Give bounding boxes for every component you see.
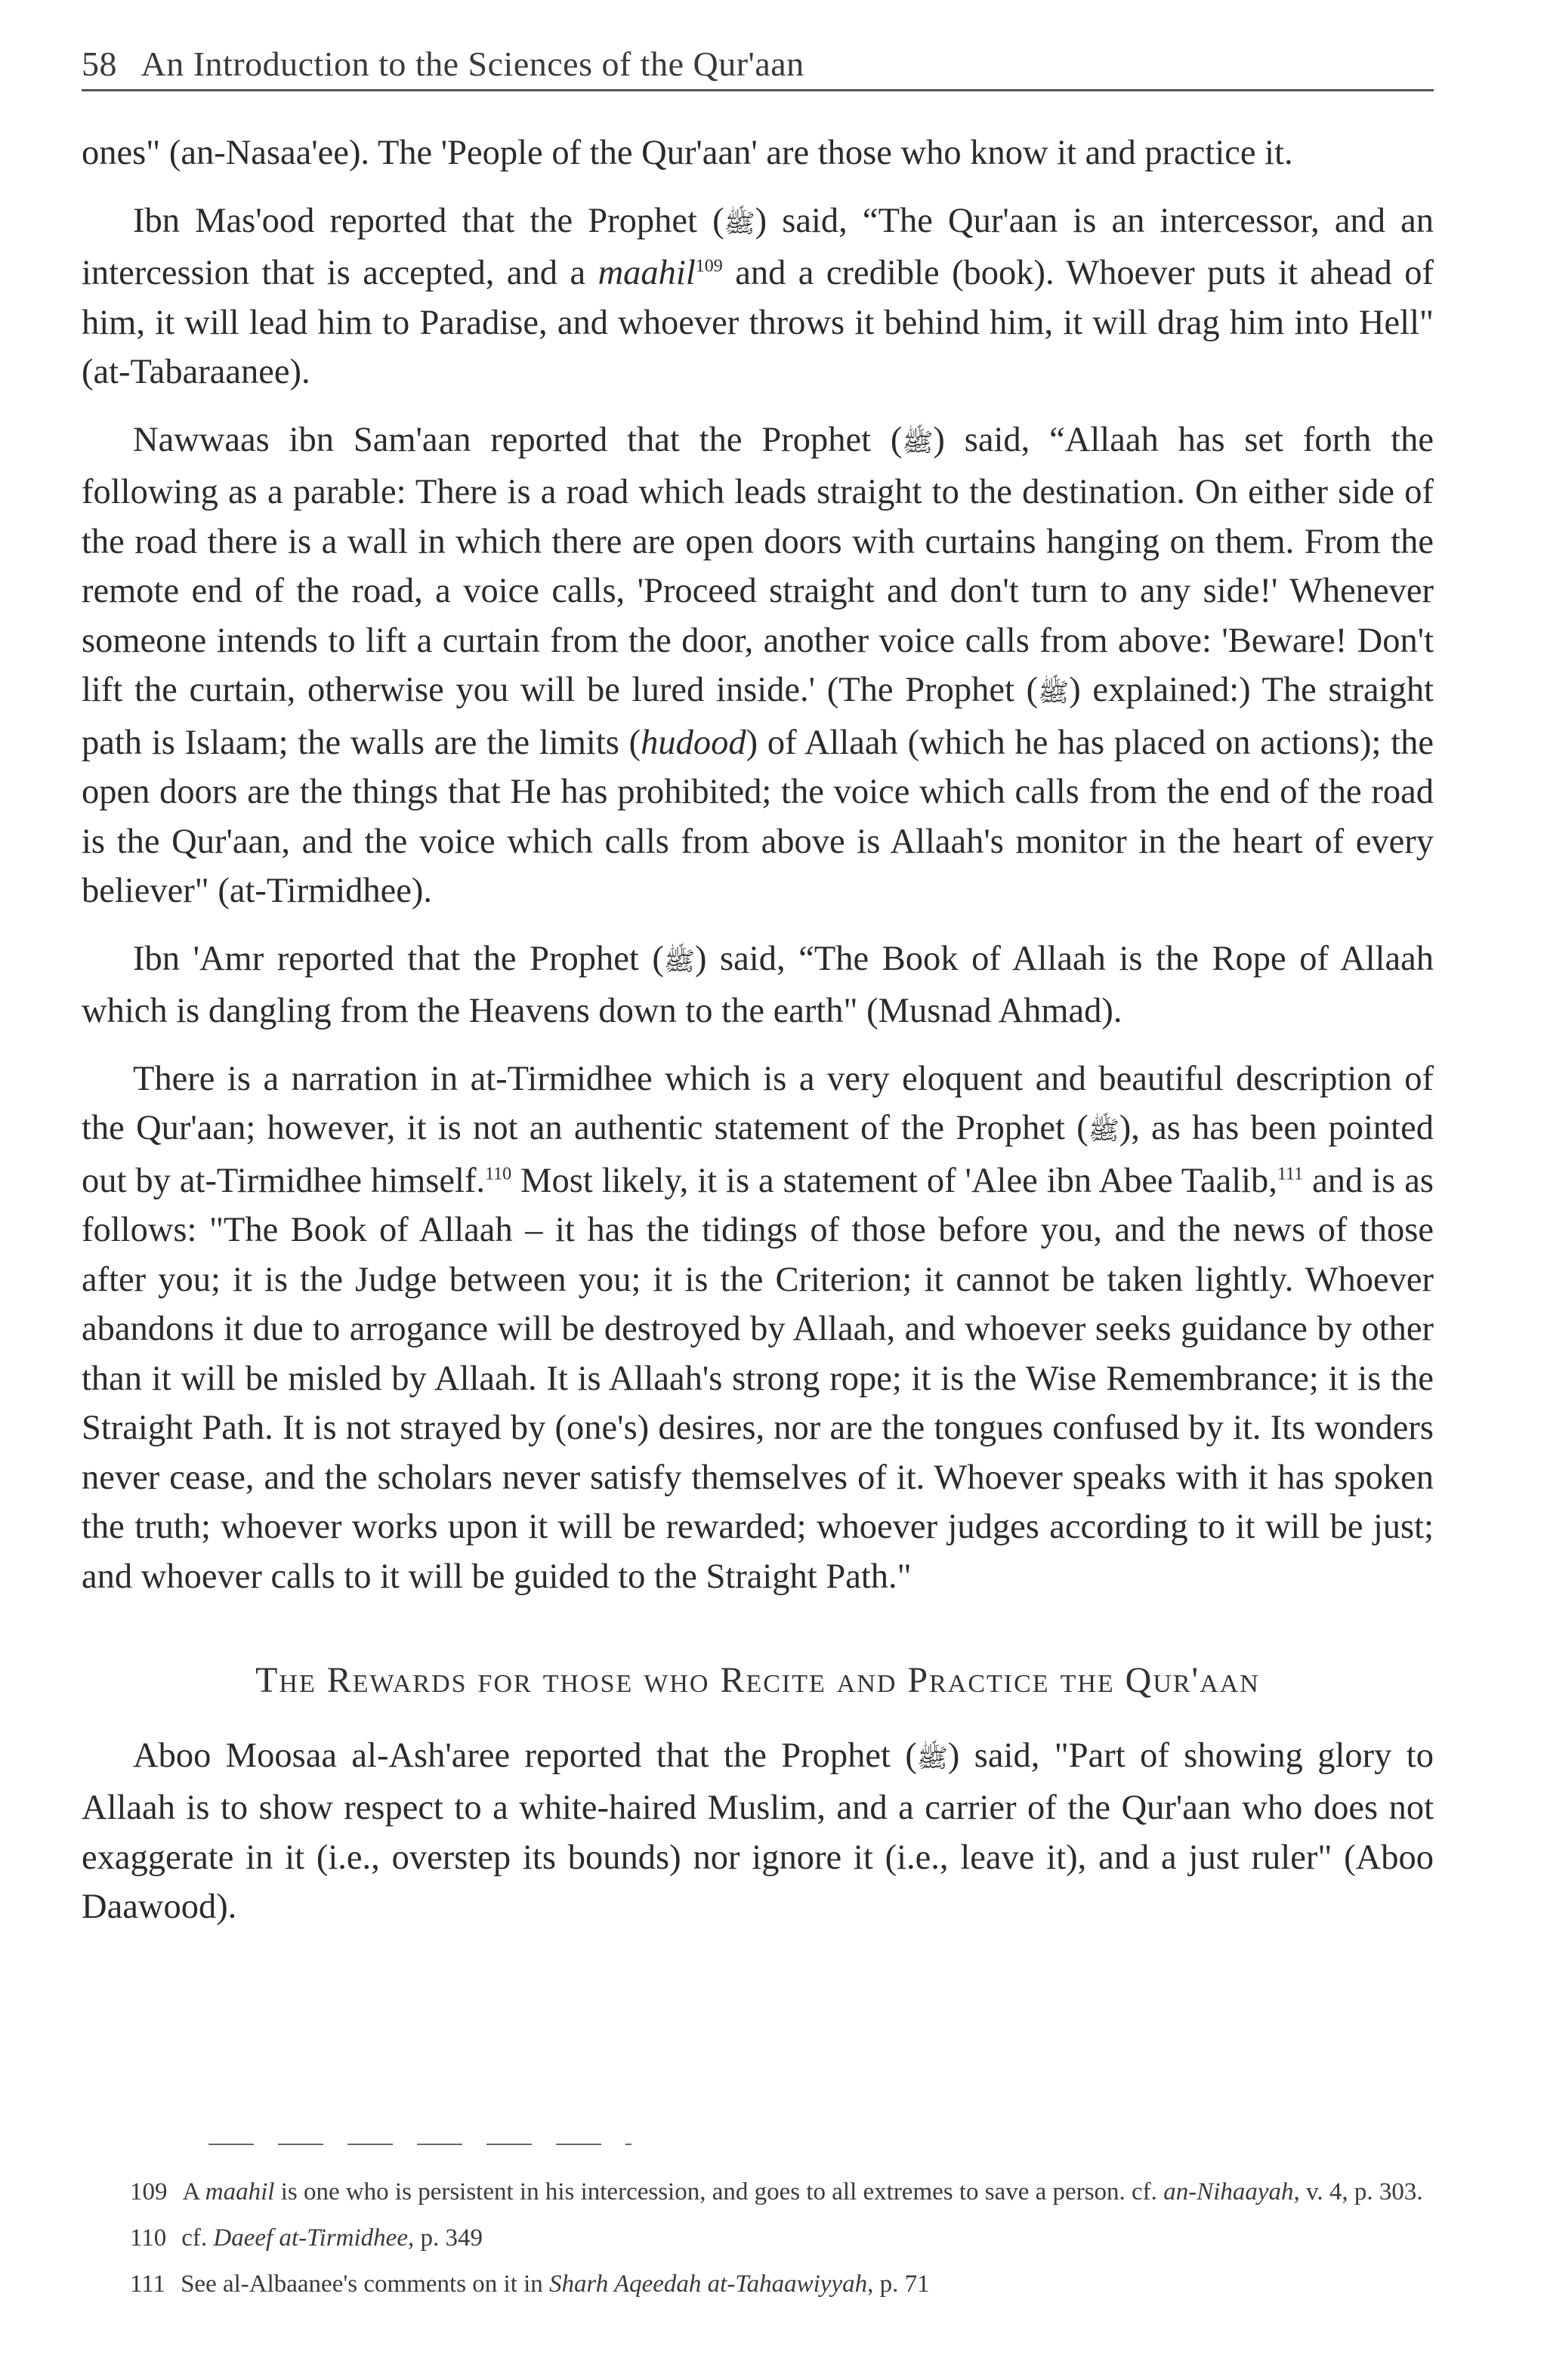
paragraph-5 xyxy=(82,1054,1434,1602)
emphasis-maahil: maahil xyxy=(597,254,696,292)
text-run: ) of Allaah (which he has placed on actions); the open doors are the things that He has prohibited; the voice which calls from the end of the road is the Qur'aan, and the voice which calls from above is Allaah's monitor in the heart of every believer" (at-Tirmidhee). xyxy=(82,723,1434,910)
text-run: and a credible (book). Whoever puts it ahead of him, it will lead him to Paradise, and whoever throws it behind him, it will drag him into Hell" (at-Tabaraanee). xyxy=(82,254,1434,391)
section-paragraph xyxy=(82,1731,1434,1932)
salutation-glyph: ﷺ xyxy=(663,947,695,976)
running-header xyxy=(82,39,1434,89)
footnote-110 xyxy=(82,2220,1434,2257)
emphasis: Sharh Aqeedah at-Tahaawiyyah xyxy=(549,2270,868,2298)
paragraph-4 xyxy=(82,934,1434,1036)
text-run: ) said, “The Book of Allaah is the Rope of Allaah which is dangling from the Heavens down to the earth" (Musnad Ahmad). xyxy=(82,939,1434,1030)
text-run: Nawwaas ibn Sam'aan reported that the Prophet ( xyxy=(133,420,903,459)
text-run: There is a narration in at-Tirmidhee which is a very eloquent and beautiful description of the Qur'aan; however, it is not an authentic statement of the Prophet ( xyxy=(82,1059,1434,1147)
emphasis: maahil xyxy=(205,2178,275,2206)
salutation-glyph: ﷺ xyxy=(916,1744,948,1773)
text-run: Ibn Mas'ood reported that the Prophet ( xyxy=(133,201,724,240)
text-run: , v. 4, p. 303. xyxy=(1293,2178,1423,2206)
text-run: , p. 349 xyxy=(407,2224,483,2252)
text-run: Most likely, it is a statement of 'Alee ibn Abee Taalib, xyxy=(511,1161,1277,1200)
header-rule xyxy=(82,89,1434,91)
emphasis-hudood: hudood xyxy=(641,723,746,762)
paragraph-text: ones" (an-Nasaa'ee). The 'People of the Qur'aan' are those who know it and practice it. xyxy=(82,134,1293,172)
salutation-glyph: ﷺ xyxy=(1038,679,1070,707)
emphasis: Daeef at-Tirmidhee xyxy=(213,2224,408,2252)
text-run: See al-Albaanee's comments on it in xyxy=(181,2270,550,2298)
footnote-number: 111 xyxy=(130,2270,166,2298)
footnotes xyxy=(82,2174,1434,2303)
emphasis: an-Nihaayah xyxy=(1163,2178,1294,2206)
text-run: cf. xyxy=(181,2224,214,2252)
footnote-109 xyxy=(82,2174,1434,2211)
paragraph-1 xyxy=(82,128,1434,178)
text-run: ) said, "Part of showing glory to Allaah is to show respect to a white-haired Muslim, and a carrier of the Qur'aan who does not exaggerate in it (i.e., overstep its bounds) nor ignore it (i.e., leave it), and a just ruler" (Aboo Daawood). xyxy=(82,1736,1434,1926)
text-run: and is as follows: "The Book of Allaah – it has the tidings of those before you, and the news of those after you; it is the Judge between you; it is the Criterion; it cannot be taken lightly. Whoever abandons it due to arrogance will be destroyed by Allaah, and whoever seeks guidance by other than it will be misled by Allaah. It is Allaah's strong rope; it is the Wise Remembrance; it is the Straight Path. It is not strayed by (one's) desires, nor are the tongues confused by it. Its wonders never cease, and the scholars never satisfy themselves of it. Whoever speaks with it has spoken the truth; whoever works upon it will be rewarded; whoever judges according to it will be just; and whoever calls to it will be guided to the Straight Path." xyxy=(82,1161,1434,1596)
text-run: Aboo Moosaa al-Ash'aree reported that the Prophet ( xyxy=(133,1736,917,1775)
footnote-number: 109 xyxy=(130,2178,168,2206)
text-run: ) explained:) The straight path is Islaam; the walls are the limits ( xyxy=(82,671,1434,762)
footnote-ref-110[interactable]: 110 xyxy=(485,1164,512,1184)
text-run: Ibn 'Amr reported that the Prophet ( xyxy=(133,939,664,978)
running-title: An Introduction to the Sciences of the Qur'aan xyxy=(140,45,804,83)
text-run: ) said, “The Qur'aan is an intercessor, and an intercession that is accepted, and a xyxy=(82,201,1434,292)
text-run: , p. 71 xyxy=(867,2270,930,2298)
footnote-number: 110 xyxy=(130,2224,167,2252)
paragraph-2 xyxy=(82,196,1434,397)
paragraph-3 xyxy=(82,415,1434,916)
salutation-glyph: ﷺ xyxy=(902,428,934,457)
footnote-ref-111[interactable]: 111 xyxy=(1277,1164,1304,1184)
footnote-111 xyxy=(82,2266,1434,2303)
salutation-glyph: ﷺ xyxy=(1088,1117,1119,1145)
text-run: A xyxy=(182,2178,205,2206)
salutation-glyph: ﷺ xyxy=(724,209,755,238)
text-run: ) said, “Allaah has set forth the following as a parable: There is a road which leads straight to the destination. On either side of the road there is a wall in which there are open doors with curtains hanging on them. From the remote end of the road, a voice calls, 'Proceed straight and don't turn to any side!' Whenever someone intends to lift a curtain from the door, another voice calls from above: 'Beware! Don't lift the curtain, otherwise you will be lured inside.' (The Prophet ( xyxy=(82,420,1434,709)
footnote-ref-109[interactable]: 109 xyxy=(695,256,723,276)
text-run: ), as has been pointed out by at-Tirmidhee himself. xyxy=(82,1109,1434,1200)
page-body xyxy=(82,128,1434,1932)
section-heading: The Rewards for those who Recite and Practice the Qur'aan xyxy=(255,1660,1260,1700)
text-run: is one who is persistent in his intercession, and goes to all extremes to save a person. cf. xyxy=(274,2178,1164,2206)
page-number: 58 xyxy=(82,45,117,83)
footnote-separator xyxy=(208,2144,631,2145)
